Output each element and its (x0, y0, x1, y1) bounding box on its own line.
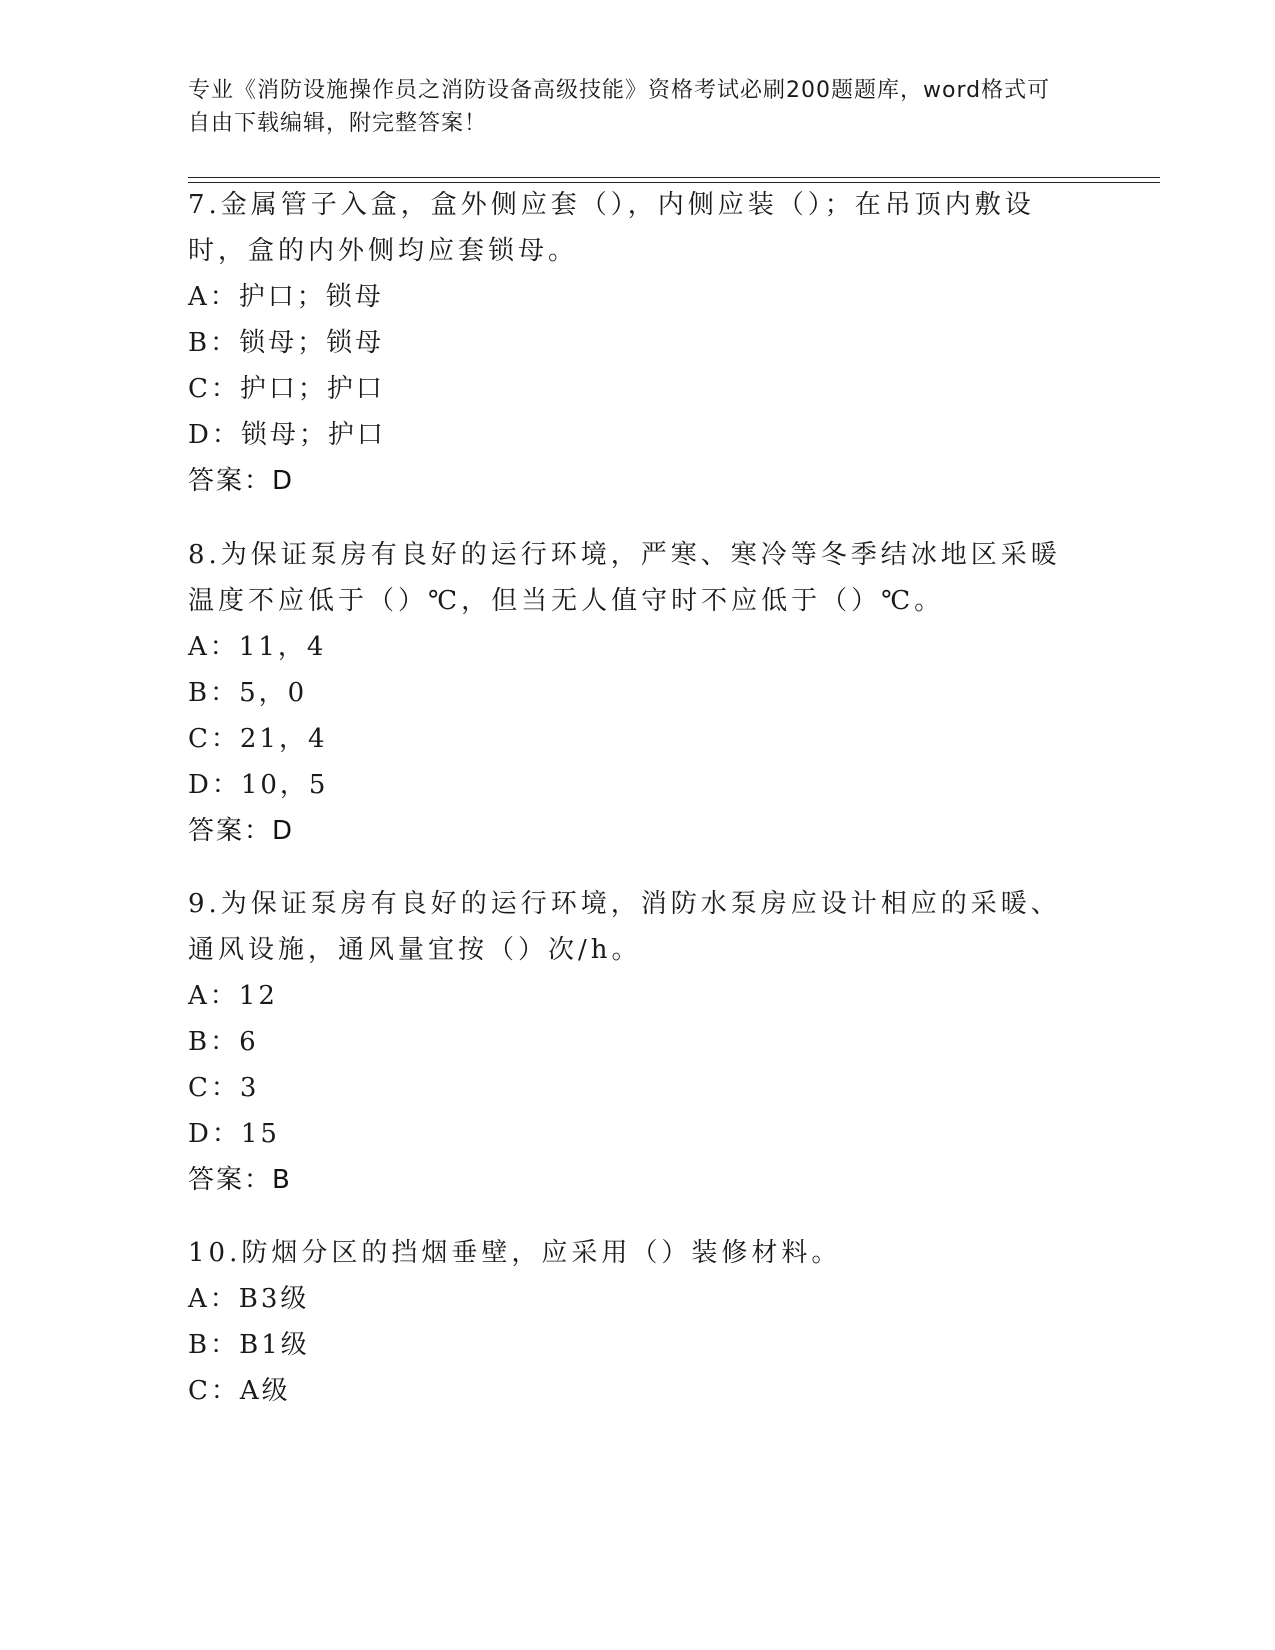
question-9 (188, 881, 1068, 1203)
option-c: C：护口；护口 (188, 374, 385, 404)
question-stem: 10.防烟分区的挡烟垂壁，应采用（）装修材料。 (188, 1238, 842, 1268)
option-d: D：15 (188, 1119, 280, 1149)
option-b: B：B1级 (188, 1330, 310, 1360)
question-7 (188, 182, 1068, 504)
question-8 (188, 532, 1068, 854)
option-a: A：护口；锁母 (188, 282, 384, 312)
option-b: B：锁母；锁母 (188, 328, 385, 358)
question-stem: 9.为保证泵房有良好的运行环境，消防水泵房应设计相应的采暖、通风设施，通风量宜按（）次/h。 (188, 889, 1061, 965)
option-b: B：5，0 (188, 678, 308, 708)
answer-label: 答案：D (188, 816, 295, 846)
option-a: A：11，4 (188, 632, 327, 662)
option-a: A：B3级 (188, 1284, 310, 1314)
option-b: B：6 (188, 1027, 259, 1057)
option-c: C：A级 (188, 1376, 291, 1406)
option-d: D：10，5 (188, 770, 329, 800)
question-10 (188, 1230, 1068, 1414)
option-c: C：3 (188, 1073, 260, 1103)
question-stem: 8.为保证泵房有良好的运行环境，严寒、寒冷等冬季结冰地区采暖温度不应低于（）℃，但当无人值守时不应低于（）℃。 (188, 540, 1061, 616)
option-d: D：锁母；护口 (188, 420, 386, 450)
header-text: 专业《消防设施操作员之消防设备高级技能》资格考试必刷200题题库，word格式可自由下载编辑，附完整答案！ (188, 78, 1051, 136)
header-divider-thin (188, 177, 1160, 178)
question-stem: 7.金属管子入盒，盒外侧应套（），内侧应装（）；在吊顶内敷设时，盒的内外侧均应套锁母。 (188, 190, 1035, 266)
answer-label: 答案：D (188, 466, 295, 496)
option-c: C：21，4 (188, 724, 328, 754)
option-a: A：12 (188, 981, 278, 1011)
answer-label: 答案：B (188, 1165, 292, 1195)
document-header (188, 74, 1068, 140)
